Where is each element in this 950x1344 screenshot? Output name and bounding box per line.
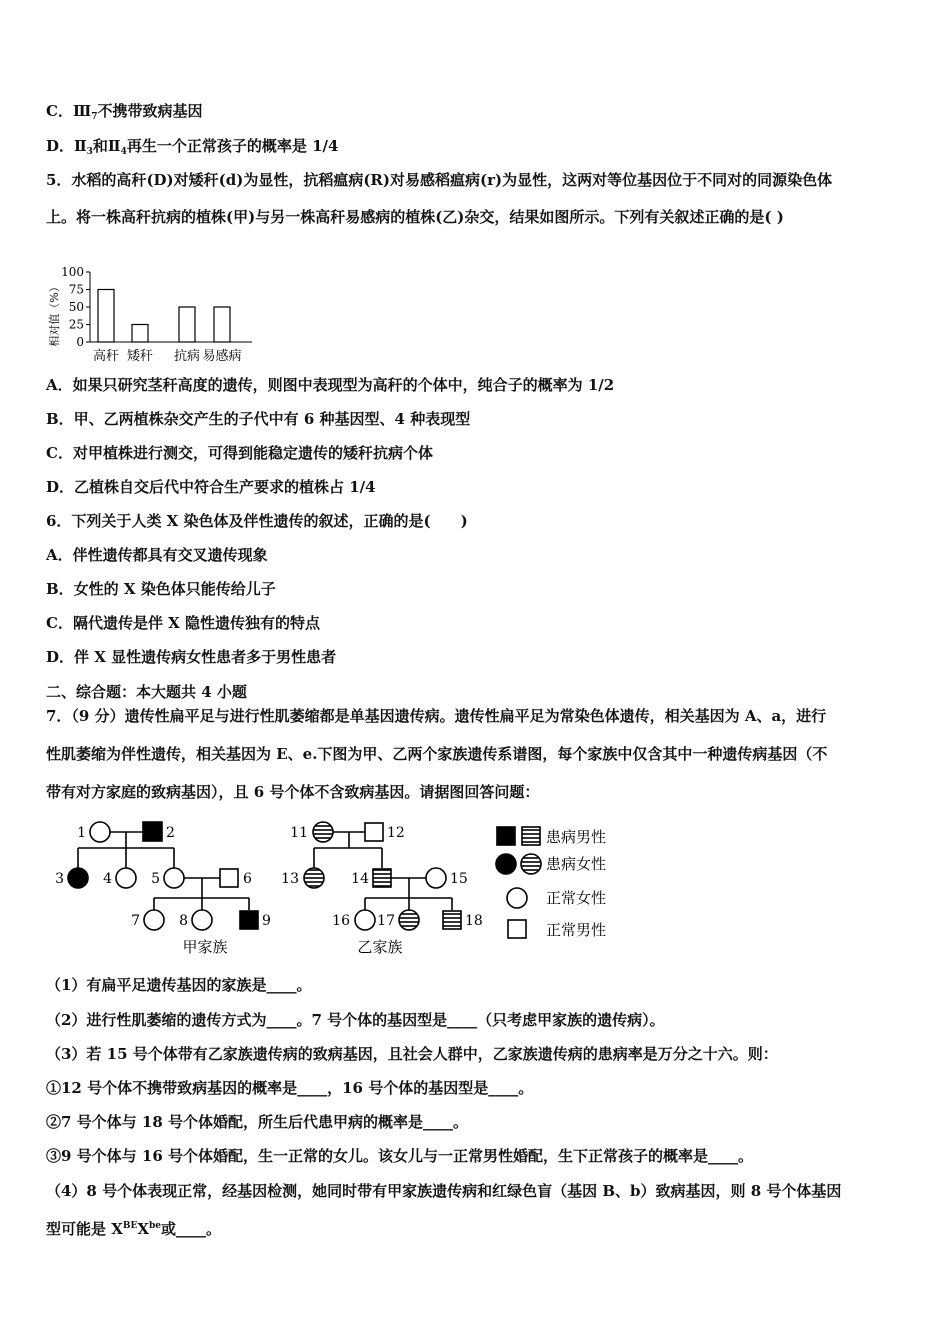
section-2-heading: 二、综合题：本大题共 4 小题 <box>46 683 247 701</box>
chart-ytick-label: 50 <box>68 300 84 314</box>
chart-bar-3 <box>214 307 230 342</box>
individual-18 <box>443 911 461 929</box>
label-4: 4 <box>103 871 112 887</box>
q5-option-d: D．乙植株自交后代中符合生产要求的植株占 1/4 <box>46 478 376 496</box>
label-15: 15 <box>450 871 468 887</box>
family-b-caption: 乙家族 <box>357 938 403 956</box>
chart-bar-2 <box>179 307 195 342</box>
pedigree-figure <box>50 812 620 960</box>
q7-stem-line3: 带有对方家庭的致病基因），且 6 号个体不含致病基因。请据图回答问题： <box>46 783 540 801</box>
q7-stem-line2: 性肌萎缩为伴性遗传，相关基因为 E、e.下图为甲、乙两个家族遗传系谱图，每个家族中仅含其中一种遗传病基因（不 <box>46 745 828 763</box>
legend-normal-male-label: 正常男性 <box>546 921 607 939</box>
q6-option-d: D．伴 X 显性遗传病女性患者多于男性患者 <box>46 648 337 666</box>
q7-part1: （1）有扁平足遗传基因的家族是____。 <box>46 976 312 994</box>
individual-16 <box>355 910 375 930</box>
individual-3 <box>68 868 88 888</box>
chart-ytick-label: 0 <box>76 335 84 349</box>
q7-part3-3: ③9 号个体与 16 号个体婚配，生一正常的女儿。该女儿与一正常男性婚配，生下正常孩子的概率是____。 <box>46 1147 753 1165</box>
individual-1 <box>90 822 110 842</box>
legend-affected-male-label: 患病男性 <box>546 828 607 846</box>
chart-ytick-label: 100 <box>61 265 84 279</box>
q7-stem-line1: 7．（9 分）遗传性扁平足与进行性肌萎缩都是单基因遗传病。遗传性扁平足为常染色体遗传，相关基因为 A、a，进行 <box>46 707 827 725</box>
label-16: 16 <box>332 913 350 929</box>
legend-normal-female-label: 正常女性 <box>546 889 607 907</box>
chart-ytick-label: 75 <box>68 282 84 297</box>
legend-normal-male-symbol <box>508 920 526 938</box>
individual-6 <box>220 869 238 887</box>
q7-part3-2: ②7 号个体与 18 号个体婚配，所生后代患甲病的概率是____。 <box>46 1113 468 1131</box>
individual-9 <box>240 911 258 929</box>
label-11: 11 <box>290 825 308 841</box>
label-8: 8 <box>179 913 188 929</box>
q7-part4-line1: （4）8 号个体表现正常，经基因检测，她同时带有甲家族遗传病和红绿色盲（基因 B、b）致病基因，则 8 号个体基因 <box>46 1182 842 1200</box>
q5-stem-line2: 上。将一株高秆抗病的植株(甲)与另一株高秆易感病的植株(乙)杂交，结果如图所示。下列有关叙述正确的是( ) <box>46 208 784 226</box>
individual-7 <box>144 910 164 930</box>
legend-affected-male-striped <box>522 827 540 845</box>
legend-affected-female-striped <box>521 854 541 874</box>
individual-14 <box>373 869 391 887</box>
chart-bar-1 <box>132 325 148 343</box>
q7-part2: （2）进行性肌萎缩的遗传方式为____。7 号个体的基因型是____（只考虑甲家族的遗传病）。 <box>46 1011 665 1029</box>
label-9: 9 <box>262 913 271 929</box>
label-1: 1 <box>77 825 86 841</box>
individual-17 <box>399 910 419 930</box>
individual-15 <box>426 868 446 888</box>
individual-4 <box>116 868 136 888</box>
q6-option-a: A．伴性遗传都具有交叉遗传现象 <box>46 546 268 564</box>
chart-bar-0 <box>98 290 114 343</box>
label-18: 18 <box>465 913 483 929</box>
legend-normal-female-symbol <box>507 888 527 908</box>
q5-option-a: A．如果只研究茎秆高度的遗传，则图中表现型为高秆的个体中，纯合子的概率为 1/2 <box>46 376 615 394</box>
legend-affected-female-label: 患病女性 <box>546 855 607 873</box>
q7-part4-line2: 型可能是 $X^{BE}X^{be}$或____。 <box>46 1220 222 1238</box>
chart-category-label: 矮秆 <box>126 349 154 364</box>
label-12: 12 <box>387 825 405 841</box>
chart-category-label: 易感病 <box>202 349 242 364</box>
chart-category-label: 高秆 <box>92 349 120 364</box>
label-7: 7 <box>131 913 140 929</box>
label-6: 6 <box>243 871 252 887</box>
individual-5 <box>164 868 184 888</box>
q5-option-b: B．甲、乙两植株杂交产生的子代中有 6 种基因型、4 种表现型 <box>46 410 471 428</box>
q5-option-c: C．对甲植株进行测交，可得到能稳定遗传的矮秆抗病个体 <box>46 444 433 462</box>
individual-2 <box>143 822 162 841</box>
q7-part3: （3）若 15 号个体带有乙家族遗传病的致病基因，且社会人群中，乙家族遗传病的患病率是万分之十六。则： <box>46 1045 778 1063</box>
label-5: 5 <box>151 871 160 887</box>
individual-8 <box>192 910 212 930</box>
legend-affected-female-solid <box>496 854 516 874</box>
label-14: 14 <box>351 871 369 887</box>
label-17: 17 <box>377 913 395 929</box>
legend-affected-male-solid <box>497 827 515 845</box>
q6-stem: 6．下列关于人类 X 染色体及伴性遗传的叙述，正确的是( ) <box>46 512 468 530</box>
individual-13 <box>304 868 324 888</box>
individual-12 <box>365 823 383 841</box>
label-13: 13 <box>281 871 299 887</box>
q6-option-b: B．女性的 X 染色体只能传给儿子 <box>46 580 276 598</box>
q4-option-c: C．$Ⅲ_7$不携带致病基因 <box>46 102 203 122</box>
label-3: 3 <box>55 871 64 887</box>
family-a-caption: 甲家族 <box>182 938 228 956</box>
q5-stem-line1: 5．水稻的高秆(D)对矮秆(d)为显性，抗稻瘟病(R)对易感稻瘟病(r)为显性，这两对等位基因位于不同对的同源染色体 <box>46 171 833 189</box>
label-2: 2 <box>166 825 175 841</box>
chart-category-label: 抗病 <box>173 349 201 364</box>
q5-bar-chart <box>44 252 264 368</box>
q6-option-c: C．隔代遗传是伴 X 隐性遗传独有的特点 <box>46 614 321 632</box>
q7-part3-1: ①12 号个体不携带致病基因的概率是____，16 号个体的基因型是____。 <box>46 1079 534 1097</box>
q4-option-d: D．$Ⅱ_3$和$Ⅱ_4$再生一个正常孩子的概率是 1/4 <box>46 137 339 157</box>
individual-11 <box>313 822 333 842</box>
chart-ylabel: 相对值（%） <box>48 281 61 347</box>
chart-ytick-label: 25 <box>68 317 84 332</box>
